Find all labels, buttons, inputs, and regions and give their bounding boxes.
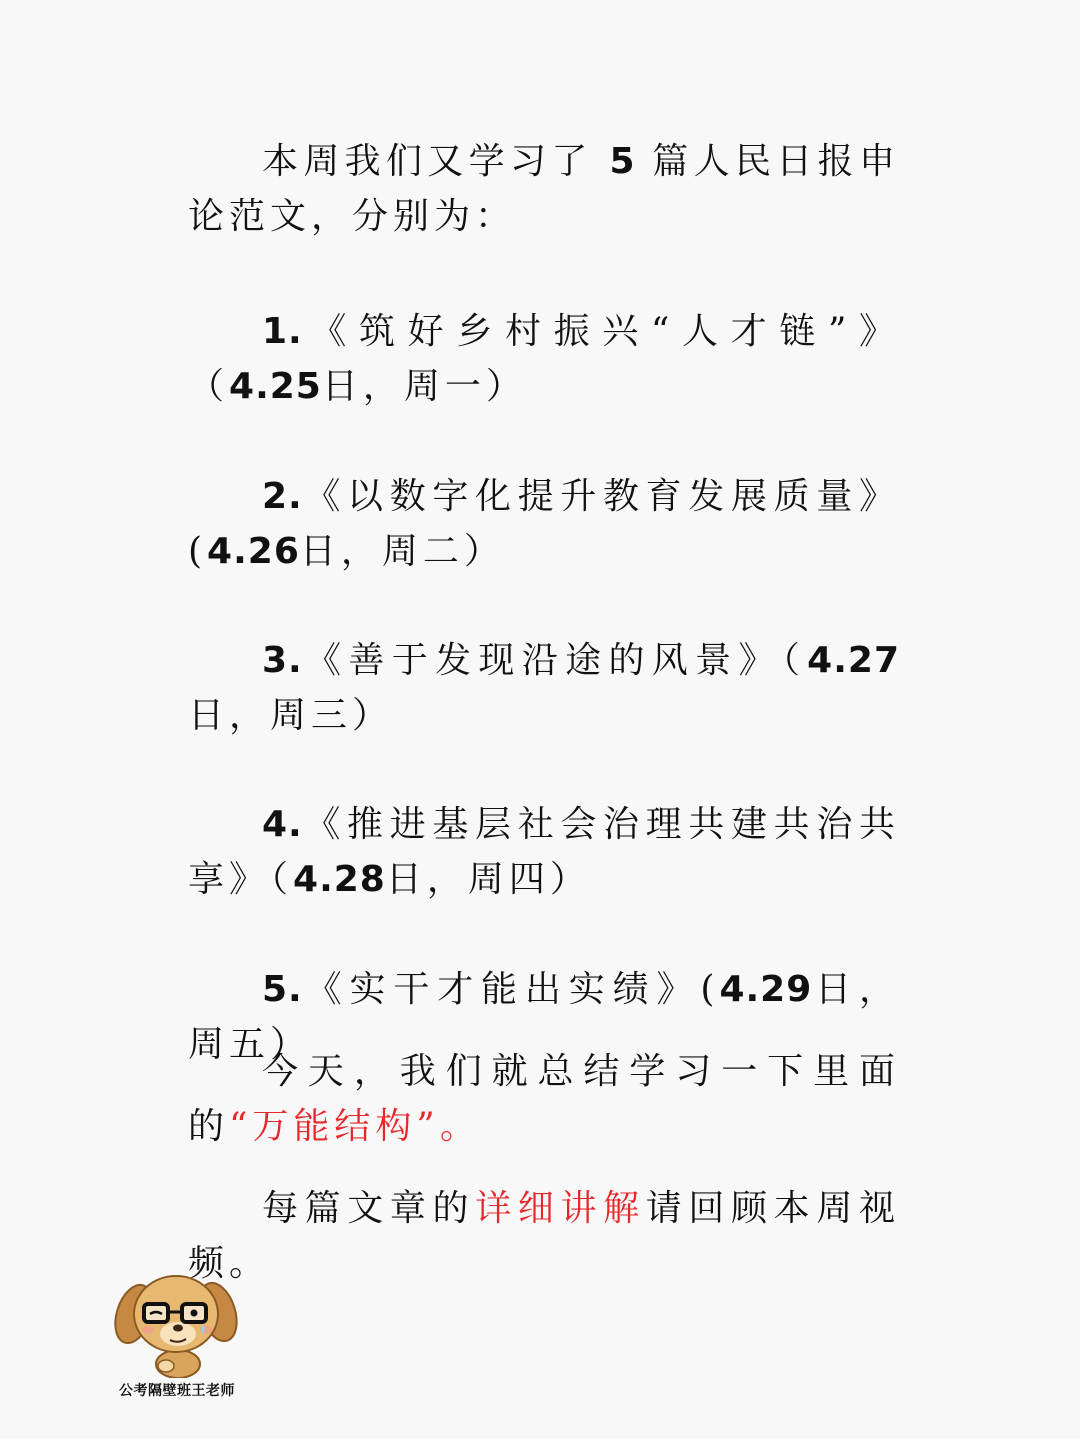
article-number: 2.: [262, 476, 303, 517]
article-number: 4.: [262, 804, 303, 845]
article-title: 《推进基层社会治理共建共治共享》（: [188, 804, 900, 900]
article-title: 《善于发现沿途的风景》（: [302, 640, 808, 681]
review-text-after: 请回顾本周视频。: [188, 1188, 900, 1284]
review-paragraph: [188, 1181, 900, 1291]
article-date: 4.25: [229, 366, 322, 407]
article-title: 《实干才能出实绩》(: [302, 969, 720, 1010]
article-number: 5.: [262, 969, 303, 1010]
article-item-1: [188, 304, 900, 414]
intro-text-after: 篇人民日报申论范文，分别为：: [188, 141, 900, 237]
summary-highlight: “万能结构”。: [229, 1106, 481, 1147]
review-text-before: 每篇文章的: [262, 1188, 476, 1229]
summary-text: 今天，我们就总结学习一下里面的: [188, 1051, 900, 1147]
article-weekday: 日，周二）: [299, 531, 505, 572]
article-number: 3.: [262, 640, 303, 681]
dog-teacher-mascot-icon: [108, 1268, 243, 1378]
intro-count: 5: [609, 141, 636, 182]
article-item-3: [188, 633, 900, 743]
article-weekday: 日，周一）: [321, 366, 527, 407]
article-weekday: 日，周四）: [385, 859, 591, 900]
intro-text-before: 本周我们又学习了: [262, 141, 593, 182]
article-title: 《以数字化提升教育发展质量》(: [188, 476, 900, 572]
article-weekday: 日，周三）: [188, 695, 394, 736]
review-highlight: 详细讲解: [475, 1188, 646, 1229]
intro-paragraph: [188, 134, 900, 244]
article-item-4: [188, 797, 900, 907]
brand-label: 公考隔壁班王老师: [119, 1383, 235, 1399]
article-title: 《筑好乡村振兴“人才链”》（: [188, 311, 900, 407]
summary-paragraph: [188, 1044, 900, 1154]
article-date: 4.27: [807, 640, 900, 681]
article-date: 4.28: [293, 859, 386, 900]
article-weekday: 日，周五）: [188, 969, 900, 1065]
article-item-2: [188, 469, 900, 579]
article-number: 1.: [262, 311, 303, 352]
article-date: 4.29: [719, 969, 813, 1010]
article-date: 4.26: [207, 531, 300, 572]
